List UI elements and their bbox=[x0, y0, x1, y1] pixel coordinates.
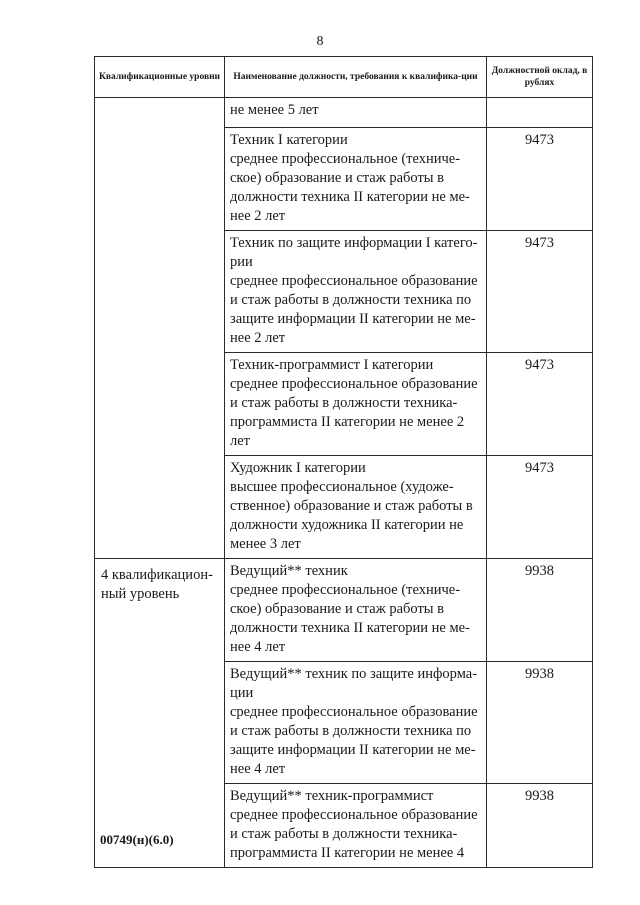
header-level: Квалификационные уровни bbox=[95, 57, 225, 98]
position-cell: Ведущий** техник-программист среднее профессиональное образование и стаж работы в должности техника-программиста II категории не менее 4 bbox=[225, 784, 487, 868]
level-cell: 4 квалификацион-ный уровень bbox=[95, 559, 225, 868]
salary-cell: 9473 bbox=[487, 353, 593, 456]
salary-cell: 9938 bbox=[487, 662, 593, 784]
salary-cell: 9473 bbox=[487, 231, 593, 353]
position-cell: Техник по защите информации I катего-рии среднее профессиональное образование и стаж работы в должности техника по защите информации II категории не ме-нее 2 лет bbox=[225, 231, 487, 353]
salary-cell: 9473 bbox=[487, 128, 593, 231]
qualification-table bbox=[94, 56, 593, 868]
position-cell: Техник I категории среднее профессиональное (техниче-ское) образование и стаж работы в должности техника II категории не ме-нее 2 лет bbox=[225, 128, 487, 231]
salary-cell: 9938 bbox=[487, 784, 593, 868]
salary-cell: 9938 bbox=[487, 559, 593, 662]
level-cell bbox=[95, 98, 225, 559]
position-cell: Ведущий** техник среднее профессиональное (техниче-ское) образование и стаж работы в должности техника II категории не ме-нее 4 лет bbox=[225, 559, 487, 662]
salary-cell: 9473 bbox=[487, 456, 593, 559]
header-position: Наименование должности, требования к квалифика-ции bbox=[225, 57, 487, 98]
position-cell: не менее 5 лет bbox=[225, 98, 487, 128]
document-code: 00749(н)(6.0) bbox=[100, 832, 174, 847]
position-cell: Техник-программист I категории среднее профессиональное образование и стаж работы в должности техника-программиста II категории не менее 2 лет bbox=[225, 353, 487, 456]
table-row bbox=[95, 98, 593, 128]
header-salary: Должностной оклад, в рублях bbox=[487, 57, 593, 98]
page-number: 8 bbox=[316, 34, 324, 49]
position-cell: Ведущий** техник по защите информа-ции среднее профессиональное образование и стаж работы в должности техника по защите информации II категории не ме-нее 4 лет bbox=[225, 662, 487, 784]
table-header-row bbox=[95, 57, 593, 98]
salary-cell bbox=[487, 98, 593, 128]
table-row bbox=[95, 559, 593, 662]
position-cell: Художник I категории высшее профессиональное (художе-ственное) образование и стаж работы в должности художника II категории не менее 3 лет bbox=[225, 456, 487, 559]
